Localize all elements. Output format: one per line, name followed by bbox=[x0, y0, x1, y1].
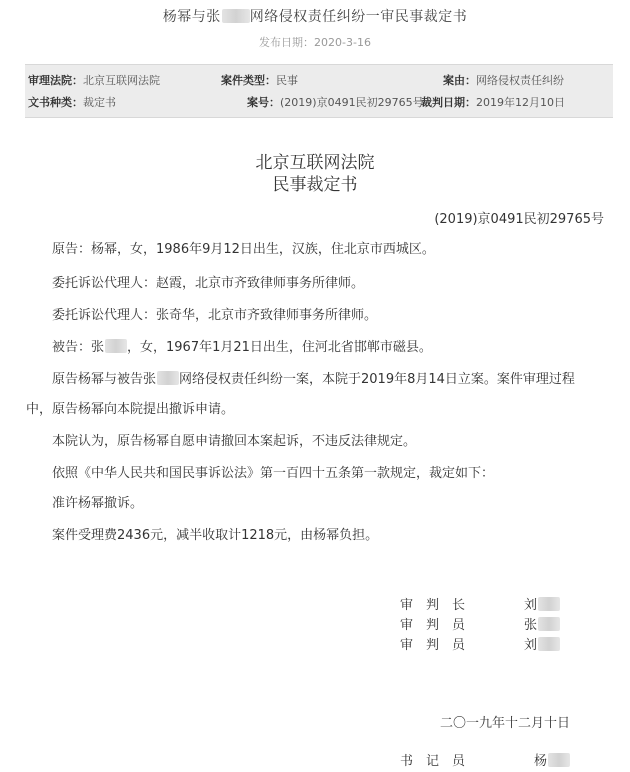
case-type-field: 案件类型：民事 bbox=[221, 74, 298, 87]
document-type: 民事裁定书 bbox=[272, 175, 358, 195]
redacted-name bbox=[538, 597, 560, 611]
redacted-name bbox=[105, 339, 127, 353]
legal-basis-paragraph: 依照《中华人民共和国民事诉讼法》第一百四十五条第一款规定，裁定如下： bbox=[52, 466, 495, 481]
page-title: 杨幂与张 网络侵权责任纠纷一审民事裁定书 bbox=[162, 9, 468, 25]
agent-paragraph-2: 委托诉讼代理人：张奇华，北京市齐致律师事务所律师。 bbox=[52, 308, 378, 323]
case-paragraph-cont: 中，原告杨幂向本院提出撤诉申请。 bbox=[26, 402, 235, 417]
redacted-name bbox=[538, 617, 560, 631]
redacted-name bbox=[538, 637, 560, 651]
doc-type-field: 文书种类：裁定书 bbox=[28, 96, 116, 109]
redacted-name bbox=[548, 753, 570, 767]
plaintiff-paragraph: 原告：杨幂，女，1986年9月12日出生，汉族，住北京市西城区。 bbox=[52, 242, 435, 257]
agent-paragraph-1: 委托诉讼代理人：赵霞，北京市齐致律师事务所律师。 bbox=[52, 276, 365, 291]
case-number: (2019)京0491民初29765号 bbox=[434, 212, 604, 227]
ruling-paragraph: 准许杨幂撤诉。 bbox=[52, 496, 144, 511]
court-name: 北京互联网法院 bbox=[255, 153, 375, 173]
redacted-name bbox=[157, 371, 179, 385]
signature-judge-2: 审 判 员 刘 bbox=[400, 634, 560, 653]
publish-date: 发布日期：2020-3-16 bbox=[259, 36, 371, 49]
case-number-field: 案号：(2019)京0491民初29765号 bbox=[247, 96, 424, 109]
fee-paragraph: 案件受理费2436元，减半收取计1218元，由杨幂负担。 bbox=[52, 528, 379, 543]
court-field: 审理法院：北京互联网法院 bbox=[28, 74, 160, 87]
ruling-date: 二〇一九年十二月十日 bbox=[440, 716, 571, 731]
signature-judge-1: 审 判 员 张 bbox=[400, 614, 560, 633]
cause-field: 案由：网络侵权责任纠纷 bbox=[443, 74, 564, 87]
court-opinion-paragraph: 本院认为，原告杨幂自愿申请撤回本案起诉，不违反法律规定。 bbox=[52, 434, 417, 449]
signature-clerk: 书 记 员 杨 bbox=[400, 750, 570, 769]
redacted-name bbox=[222, 9, 250, 23]
case-info-panel bbox=[25, 64, 613, 118]
defendant-paragraph: 被告：张 ，女，1967年1月21日出生，住河北省邯郸市磁县。 bbox=[52, 340, 432, 355]
signature-chief-judge: 审 判 长 刘 bbox=[400, 594, 560, 613]
judgment-date-field: 裁判日期：2019年12月10日 bbox=[421, 96, 565, 109]
case-paragraph: 原告杨幂与被告张 网络侵权责任纠纷一案，本院于2019年8月14日立案。案件审理过程 bbox=[52, 372, 575, 387]
